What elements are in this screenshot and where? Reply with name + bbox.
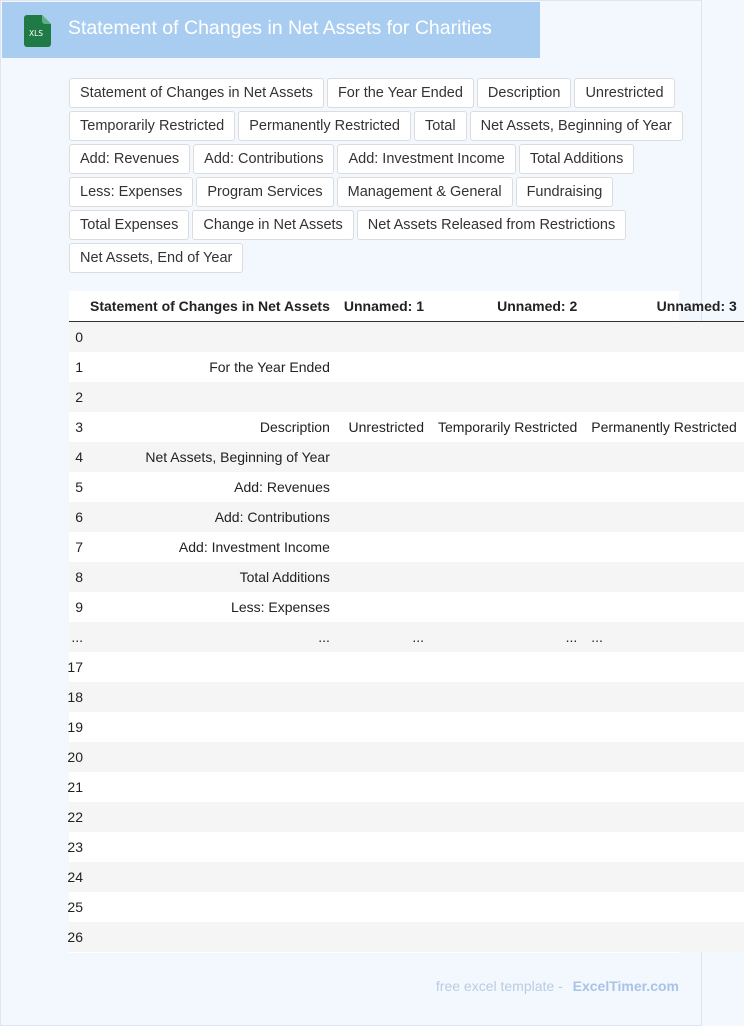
table-cell [584,682,744,712]
table-cell [584,892,744,922]
keyword-tag[interactable]: Less: Expenses [69,177,193,207]
table-cell [337,712,431,742]
table-cell [584,592,744,622]
table-cell [584,772,744,802]
table-cell [337,592,431,622]
table-cell: Permanently Restricted [591,419,737,435]
table-row [69,472,744,502]
row-index: ... [71,629,83,645]
table-cell [584,832,744,862]
table-cell: Total Additions [239,569,330,585]
table-row [69,652,744,682]
data-table-container[interactable] [67,291,737,953]
table-cell [584,442,744,472]
table-cell [431,472,584,502]
table-cell [83,382,337,412]
row-index: 6 [75,509,83,525]
row-index: 24 [67,869,83,885]
table-row [69,322,744,353]
table-cell [431,352,584,382]
table-row [69,502,744,532]
table-cell [431,802,584,832]
table-cell [337,562,431,592]
table-cell [584,742,744,772]
row-index: 26 [67,929,83,945]
table-cell [337,352,431,382]
keyword-tag[interactable]: Add: Revenues [69,144,190,174]
table-cell: Temporarily Restricted [438,419,578,435]
table-cell [337,322,431,353]
table-cell [431,442,584,472]
table-cell [83,772,337,802]
footer-brand-link[interactable]: ExcelTimer.com [572,978,679,994]
table-cell [584,352,744,382]
table-cell [584,472,744,502]
index-header [69,291,83,322]
column-header: Statement of Changes in Net Assets [83,291,337,322]
table-cell [337,532,431,562]
table-cell [337,802,431,832]
keyword-tags [69,78,703,273]
table-cell: Add: Revenues [234,479,330,495]
keyword-tag[interactable]: Add: Contributions [193,144,334,174]
table-cell [337,862,431,892]
row-index: 19 [67,719,83,735]
table-cell [83,892,337,922]
table-row [69,832,744,862]
table-cell [83,832,337,862]
keyword-tag[interactable]: Fundraising [516,177,614,207]
keyword-tag[interactable]: Permanently Restricted [238,111,411,141]
table-cell [337,502,431,532]
table-cell [431,892,584,922]
keyword-tag[interactable]: Net Assets, Beginning of Year [470,111,683,141]
column-header: Unnamed: 3 [584,291,744,322]
table-cell [431,922,584,952]
table-row [69,532,744,562]
table-cell [584,562,744,592]
table-cell [584,862,744,892]
row-index: 0 [75,329,83,345]
table-cell [584,802,744,832]
row-index: 25 [67,899,83,915]
table-cell [337,772,431,802]
table-row [69,682,744,712]
table-cell [431,382,584,412]
keyword-tag[interactable]: Management & General [337,177,513,207]
table-cell [431,652,584,682]
table-cell [584,922,744,952]
column-header: Unnamed: 2 [431,291,584,322]
page-title: Statement of Changes in Net Assets for Charities [68,17,492,39]
data-table [69,291,744,952]
keyword-tag[interactable]: Description [477,78,572,108]
table-cell [431,742,584,772]
table-row [69,892,744,922]
table-cell [83,682,337,712]
table-cell: Description [259,419,330,435]
row-index: 18 [67,689,83,705]
table-cell: Unrestricted [348,419,424,435]
table-cell [337,742,431,772]
table-cell [337,682,431,712]
keyword-tag[interactable]: For the Year Ended [327,78,474,108]
row-index: 8 [75,569,83,585]
table-cell [584,652,744,682]
table-cell [83,802,337,832]
table-cell [431,862,584,892]
xls-file-icon [23,15,51,47]
table-cell [337,442,431,472]
table-row [69,352,744,382]
table-cell [337,382,431,412]
table-cell: ... [565,629,578,645]
table-row [69,742,744,772]
keyword-tag[interactable]: Total Additions [519,144,635,174]
table-row [69,772,744,802]
keyword-tag[interactable]: Unrestricted [574,78,674,108]
table-cell [431,682,584,712]
table-cell [584,712,744,742]
page-header [2,2,540,58]
column-header: Unnamed: 1 [337,291,431,322]
table-cell: ... [591,629,603,645]
table-row [69,592,744,622]
table-cell [431,712,584,742]
row-index: 17 [67,659,83,675]
table-cell [337,832,431,862]
table-cell [584,382,744,412]
row-index: 1 [75,359,83,375]
table-row [69,622,744,652]
keyword-tag[interactable]: Statement of Changes in Net Assets [69,78,324,108]
table-row [69,412,744,442]
keyword-tag[interactable]: Net Assets Released from Restrictions [357,210,626,240]
footer-credit [436,978,679,994]
row-index: 9 [75,599,83,615]
table-cell [584,502,744,532]
table-cell: Net Assets, Beginning of Year [145,449,330,465]
keyword-tag[interactable]: Change in Net Assets [192,210,353,240]
table-cell [431,532,584,562]
row-index: 20 [67,749,83,765]
row-index: 7 [75,539,83,555]
table-cell: ... [412,629,424,645]
keyword-tag[interactable]: Total Expenses [69,210,189,240]
table-cell [431,502,584,532]
row-index: 2 [75,389,83,405]
table-cell: For the Year Ended [209,359,330,375]
row-index: 22 [67,809,83,825]
table-cell [83,862,337,892]
table-cell [431,772,584,802]
row-index: 21 [67,779,83,795]
table-row [69,802,744,832]
table-cell [83,922,337,952]
table-cell [337,892,431,922]
table-cell: ... [318,629,330,645]
table-cell [337,922,431,952]
xls-icon-label: XLS [28,29,44,38]
keyword-tag[interactable]: Temporarily Restricted [69,111,235,141]
table-cell: Less: Expenses [231,599,330,615]
table-cell [83,652,337,682]
table-cell [83,322,337,353]
table-cell [337,472,431,502]
table-cell [584,532,744,562]
table-cell [431,592,584,622]
table-row [69,922,744,952]
table-cell: Add: Contributions [214,509,330,525]
table-row [69,382,744,412]
table-cell [83,742,337,772]
table-row [69,562,744,592]
table-cell [584,322,744,353]
table-cell [83,712,337,742]
row-index: 23 [67,839,83,855]
table-header-row [69,291,744,322]
table-cell [431,562,584,592]
table-cell [431,832,584,862]
keyword-tag[interactable]: Program Services [196,177,333,207]
table-cell: Add: Investment Income [178,539,330,555]
table-cell [337,652,431,682]
table-cell [431,322,584,353]
footer-prefix: free excel template - [435,978,563,994]
keyword-tag[interactable]: Total [414,111,467,141]
table-row [69,712,744,742]
row-index: 3 [75,419,83,435]
keyword-tag[interactable]: Net Assets, End of Year [69,243,243,273]
row-index: 5 [75,479,83,495]
table-row [69,862,744,892]
row-index: 4 [75,449,83,465]
keyword-tag[interactable]: Add: Investment Income [337,144,515,174]
table-row [69,442,744,472]
